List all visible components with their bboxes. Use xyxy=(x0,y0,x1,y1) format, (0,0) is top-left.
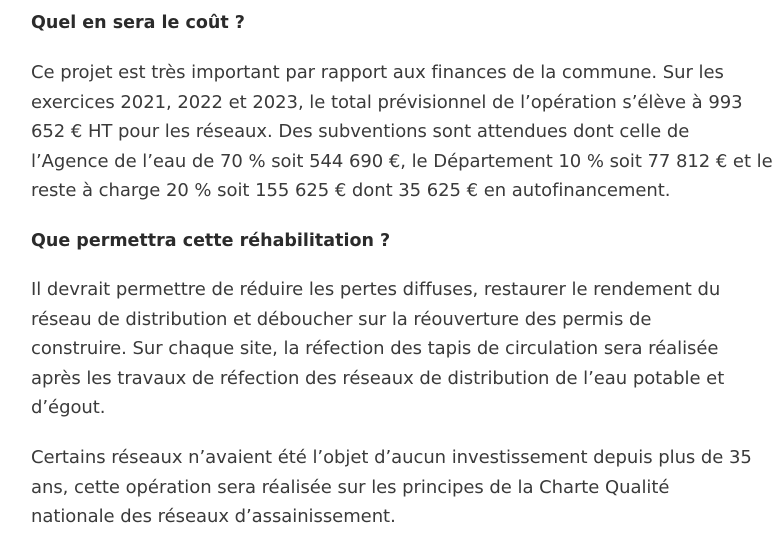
paragraph-line: réseau de distribution et déboucher sur la réouverture des permis de xyxy=(31,308,652,330)
paragraph-line: reste à charge 20 % soit 155 625 € dont 35 625 € en autofinancement. xyxy=(31,180,671,201)
section-heading-cost: Quel en sera le coût ? xyxy=(31,13,245,33)
paragraph-line: d’égout. xyxy=(31,397,106,418)
paragraph-line: nationale des réseaux d’assainissement. xyxy=(31,506,396,527)
paragraph-line: Il devrait permettre de réduire les pertes diffuses, restaurer le rendement du xyxy=(31,279,721,300)
paragraph-line: l’Agence de l’eau de 70 % soit 544 690 €, le Département 10 % soit 77 812 € et le xyxy=(31,150,773,172)
section-heading-rehabilitation: Que permettra cette réhabilitation ? xyxy=(31,231,391,251)
paragraph-line: construire. Sur chaque site, la réfection des tapis de circulation sera réalisée xyxy=(31,338,719,359)
paragraph-cost xyxy=(31,58,776,206)
paragraph-line: après les travaux de réfection des réseaux de distribution de l’eau potable et xyxy=(31,367,725,389)
paragraph-line: 652 € HT pour les réseaux. Des subventions sont attendues dont celle de xyxy=(31,121,690,142)
paragraph-line: Ce projet est très important par rapport aux finances de la commune. Sur les xyxy=(31,62,724,83)
paragraph-line: ans, cette opération sera réalisée sur les principes de la Charte Qualité xyxy=(31,476,670,498)
paragraph-line: Certains réseaux n’avaient été l’objet d’aucun investissement depuis plus de 35 xyxy=(31,447,752,468)
paragraph-rehabilitation xyxy=(31,275,776,423)
paragraph-line: exercices 2021, 2022 et 2023, le total prévisionnel de l’opération s’élève à 993 xyxy=(31,91,743,113)
paragraph-networks xyxy=(31,443,776,532)
